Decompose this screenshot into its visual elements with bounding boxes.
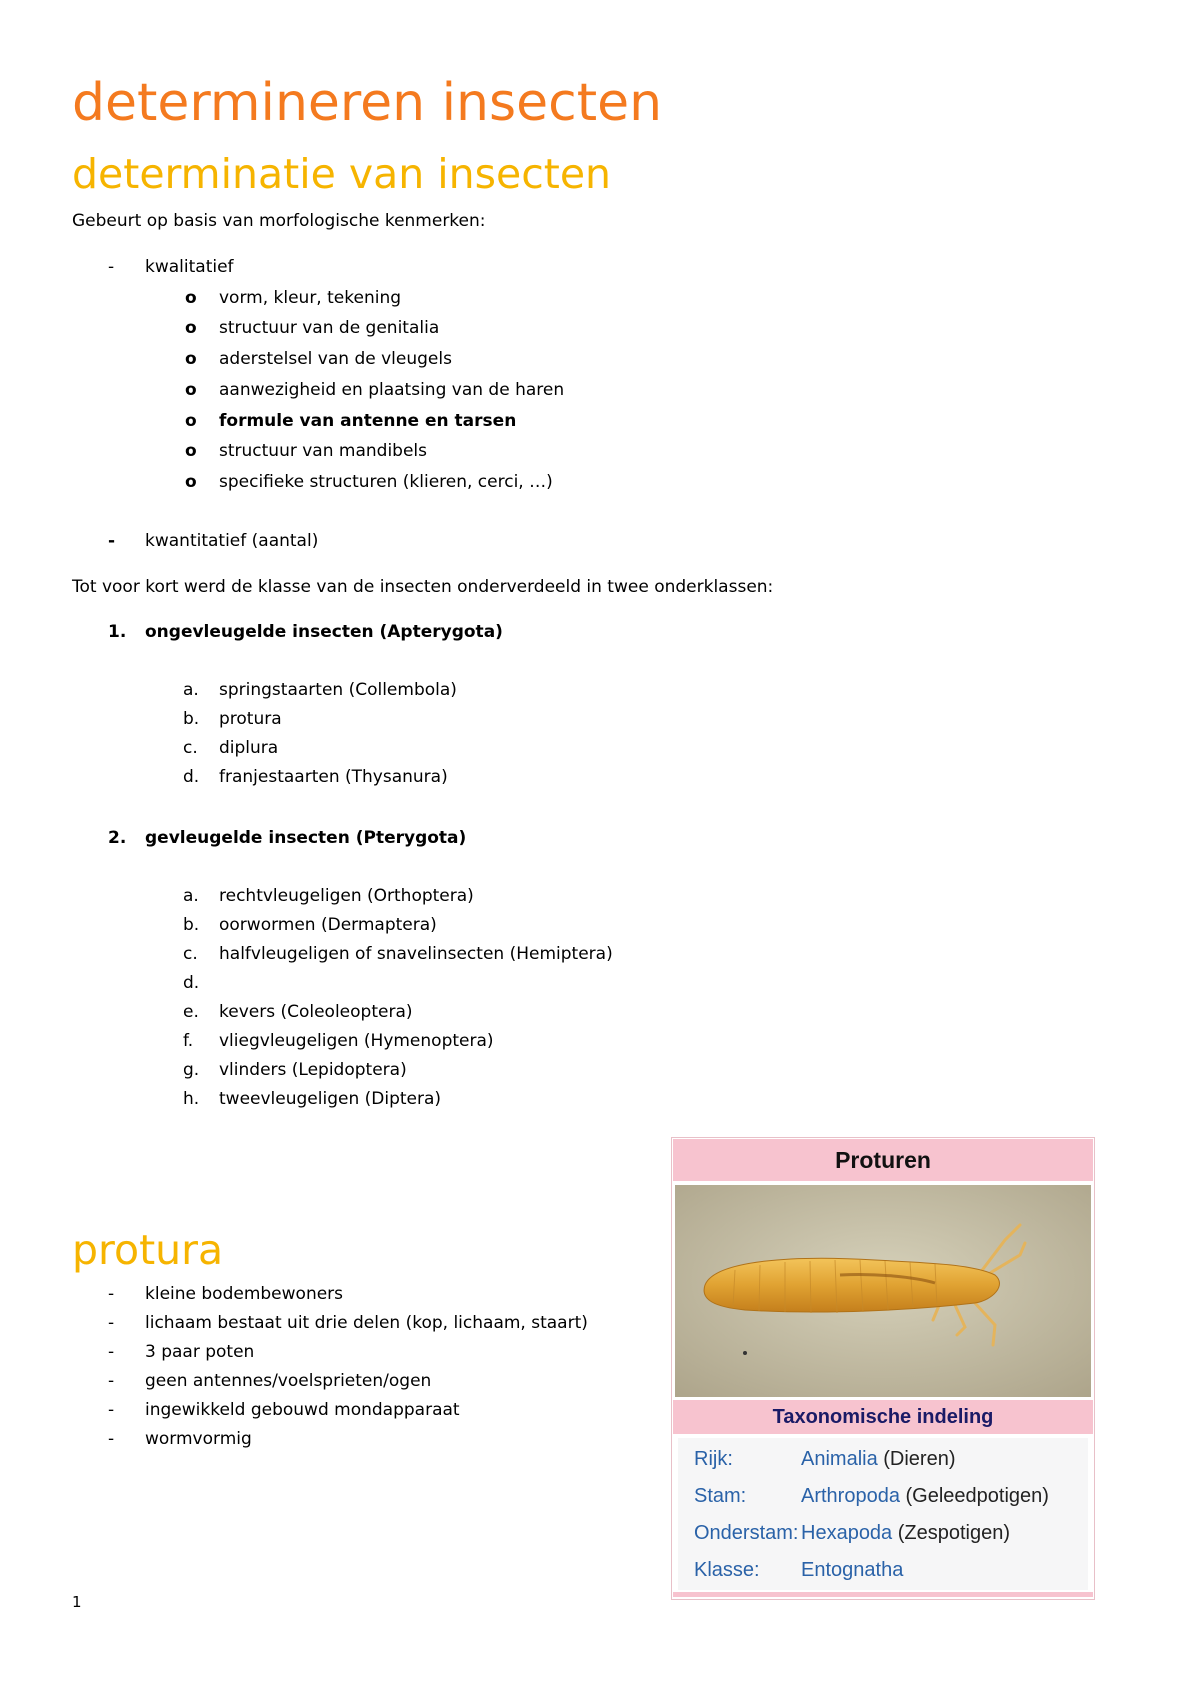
page-number: 1	[72, 1593, 82, 1611]
taxonomy-row	[678, 1516, 1088, 1552]
list-letter: b.	[183, 915, 200, 935]
section-heading-protura: protura	[72, 1226, 224, 1274]
taxonomy-value	[801, 1522, 1010, 1545]
group-label-pterygota: gevleugelde insecten (Pterygota)	[145, 828, 467, 848]
dash-bullet: -	[108, 531, 116, 551]
list-item: aderstelsel van de vleugels	[219, 349, 452, 369]
list-item: oorwormen (Dermaptera)	[219, 915, 437, 935]
taxonomy-infobox	[671, 1137, 1095, 1600]
taxonomy-row	[678, 1553, 1088, 1589]
list-number: 1.	[108, 622, 127, 642]
dash-bullet: -	[108, 1313, 115, 1333]
section-heading-determinatie: determinatie van insecten	[72, 150, 612, 198]
list-item: halfvleugeligen of snavelinsecten (Hemiptera)	[219, 944, 613, 964]
list-letter: g.	[183, 1060, 200, 1080]
list-item: structuur van mandibels	[219, 441, 427, 461]
taxonomy-key: Onderstam:	[694, 1522, 799, 1544]
list-letter: c.	[183, 944, 198, 964]
list-item: ingewikkeld gebouwd mondapparaat	[145, 1400, 460, 1420]
circle-bullet: o	[185, 288, 197, 308]
list-item: springstaarten (Collembola)	[219, 680, 457, 700]
list-item: aanwezigheid en plaatsing van de haren	[219, 380, 565, 400]
list-item: lichaam bestaat uit drie delen (kop, lichaam, staart)	[145, 1313, 588, 1333]
list-item: vorm, kleur, tekening	[219, 288, 402, 308]
infobox-subtitle: Taxonomische indeling	[673, 1400, 1093, 1434]
list-item: rechtvleugeligen (Orthoptera)	[219, 886, 474, 906]
taxonomy-value	[801, 1485, 1049, 1508]
taxonomy-link[interactable]: Arthropoda	[801, 1485, 900, 1507]
list-letter: f.	[183, 1031, 194, 1051]
list-letter: b.	[183, 709, 200, 729]
infobox-bottom-bar	[673, 1592, 1093, 1597]
taxonomy-rest: (Zespotigen)	[892, 1522, 1011, 1544]
dash-bullet: -	[108, 1400, 115, 1420]
circle-bullet: o	[185, 380, 197, 400]
taxonomy-row	[678, 1479, 1088, 1515]
page-title: determineren insecten	[72, 73, 663, 133]
circle-bullet: o	[185, 441, 197, 461]
dash-bullet: -	[108, 1371, 115, 1391]
taxonomy-key: Rijk:	[694, 1448, 733, 1470]
taxonomy-key: Klasse:	[694, 1559, 760, 1581]
list-item: specifieke structuren (klieren, cerci, …)	[219, 472, 553, 492]
list-letter: d.	[183, 767, 200, 787]
group-label-apterygota: ongevleugelde insecten (Apterygota)	[145, 622, 503, 642]
taxonomy-link[interactable]: Animalia	[801, 1448, 878, 1470]
list-item: geen antennes/voelsprieten/ogen	[145, 1371, 432, 1391]
list-item: wormvormig	[145, 1429, 252, 1449]
list-letter: a.	[183, 680, 199, 700]
taxonomy-rest: (Geleedpotigen)	[899, 1485, 1049, 1507]
circle-bullet: o	[185, 349, 197, 369]
taxonomy-value	[801, 1448, 956, 1471]
list-item: franjestaarten (Thysanura)	[219, 767, 448, 787]
circle-bullet: o	[185, 411, 197, 431]
dash-bullet: -	[108, 1429, 115, 1449]
list-item: 3 paar poten	[145, 1342, 255, 1362]
list-item: diplura	[219, 738, 279, 758]
dash-bullet: -	[108, 1342, 115, 1362]
dash-bullet: -	[108, 1284, 115, 1304]
list-item: vliegvleugeligen (Hymenoptera)	[219, 1031, 494, 1051]
list-item-bold: formule van antenne en tarsen	[219, 411, 517, 431]
taxonomy-key: Stam:	[694, 1485, 747, 1507]
taxonomy-rest: (Dieren)	[877, 1448, 956, 1470]
taxonomy-link[interactable]: Hexapoda	[801, 1522, 893, 1544]
list-letter: a.	[183, 886, 199, 906]
list-item: tweevleugeligen (Diptera)	[219, 1089, 442, 1109]
dash-bullet: -	[108, 257, 115, 277]
list-item: kleine bodembewoners	[145, 1284, 344, 1304]
list-item-kwalitatief: kwalitatief	[145, 257, 234, 277]
list-item: vlinders (Lepidoptera)	[219, 1060, 407, 1080]
classes-intro-text: Tot voor kort werd de klasse van de insecten onderverdeeld in twee onderklassen:	[72, 577, 774, 597]
circle-bullet: o	[185, 472, 197, 492]
list-letter: h.	[183, 1089, 200, 1109]
taxonomy-value	[801, 1559, 903, 1582]
infobox-title: Proturen	[673, 1139, 1093, 1181]
circle-bullet: o	[185, 318, 197, 338]
taxonomy-link[interactable]: Entognatha	[801, 1559, 904, 1581]
list-number: 2.	[108, 828, 127, 848]
list-letter: e.	[183, 1002, 199, 1022]
list-letter: c.	[183, 738, 198, 758]
list-letter: d.	[183, 973, 200, 993]
protura-photo	[675, 1185, 1091, 1397]
list-item: protura	[219, 709, 282, 729]
list-item: kevers (Coleoleoptera)	[219, 1002, 413, 1022]
intro-text: Gebeurt op basis van morfologische kenmerken:	[72, 211, 486, 231]
taxonomy-table	[678, 1438, 1088, 1590]
list-item-kwantitatief: kwantitatief (aantal)	[145, 531, 319, 551]
taxonomy-row	[678, 1442, 1088, 1478]
list-item: structuur van de genitalia	[219, 318, 440, 338]
